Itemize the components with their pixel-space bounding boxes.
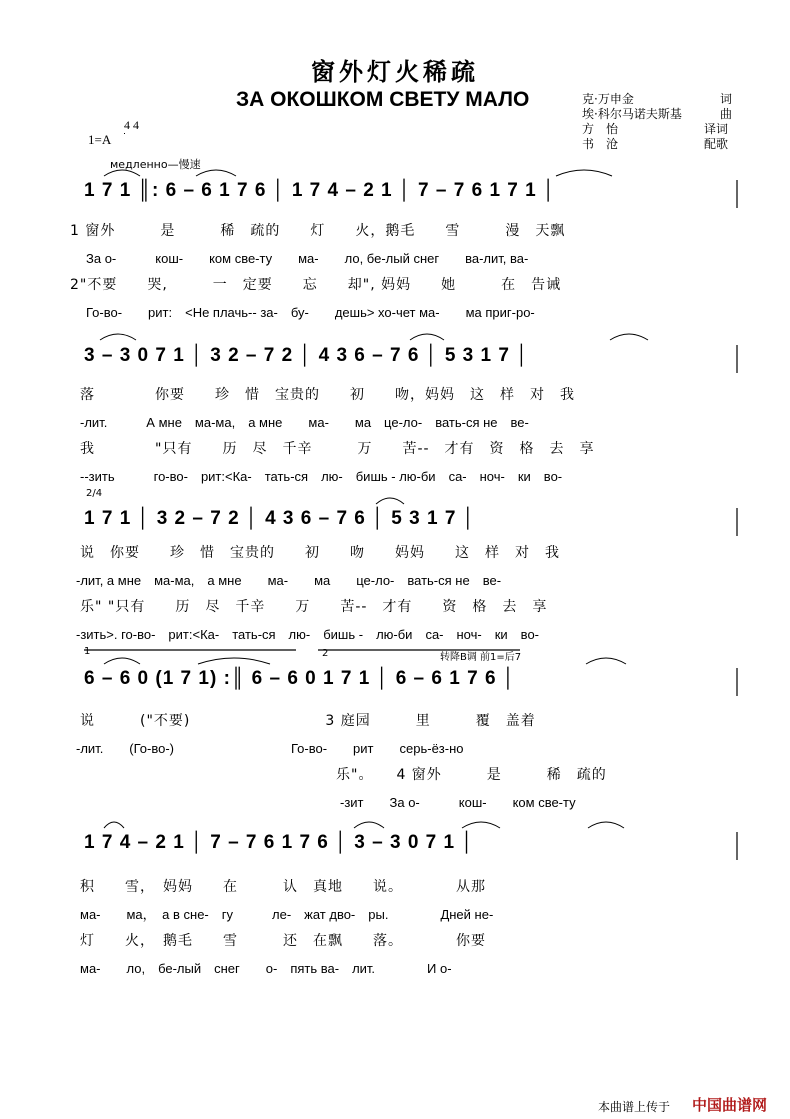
site-logo[interactable]: 中国曲谱网 xyxy=(692,1096,768,1114)
lyric-s3-l3: 乐" "只有 历 尽 千辛 万 苦-- 才有 资 格 去 享 xyxy=(80,599,548,615)
title-chinese: 窗外灯火稀疏 xyxy=(311,57,479,86)
time-signature xyxy=(124,118,139,132)
slur xyxy=(588,822,624,828)
lyric-s4-l3: 乐"。 4 窗外 是 稀 疏的 xyxy=(336,767,607,783)
lyric-s5-l3: 灯 火， 鹅毛 雪 还 在飘 落。 你要 xyxy=(80,933,486,949)
lyric-s3-l1: 说 你要 珍 惜 宝贵的 初 吻 妈妈 这 样 对 我 xyxy=(80,545,560,561)
lyric-s2-l2: -лит. А мне ма-ма, а мне ма- ма це-ло- вать-ся не ве- xyxy=(80,415,529,430)
lyric-s1-l2: За о- кош- ком све-ту ма- ло, бе-лый снег ва-лит, ва- xyxy=(86,251,529,266)
credit-lyricist-role: 词 xyxy=(720,92,733,106)
slur xyxy=(610,334,648,340)
slur xyxy=(196,170,236,176)
lyric-s4-l1: 说 ("不要) 3 庭园 里 覆 盖着 xyxy=(80,713,536,729)
lyric-s1-l1: 1 窗外 是 稀 疏的 灯 火，鹅毛 雪 漫 天飘 xyxy=(70,223,566,239)
slur xyxy=(376,498,404,504)
slur xyxy=(462,822,500,828)
notes-system-5: 1 7 4 – 2 1 │ 7 – 7 6 1 7 6 │ 3 – 3 0 7 1 │ xyxy=(84,832,475,853)
credit-composer: 埃·科尔马诺夫斯基 xyxy=(582,107,682,121)
volta-1-label: 1 xyxy=(84,646,91,657)
lyric-s4-l2: -лит. (Го-во-) Го-во- рит серь-ёз-но xyxy=(76,741,464,756)
slur xyxy=(100,334,136,340)
footer-text: 本曲谱上传于 xyxy=(598,1100,671,1114)
slur xyxy=(354,822,384,828)
credit-translator: 方 怡 xyxy=(582,122,619,136)
lyric-s1-l4: Го-во- рит: <Не плачь-- за- бу- дешь> хо-чет ма- ма приг-ро- xyxy=(86,305,535,320)
lyric-s4-l4: -зит За о- кош- ком све-ту xyxy=(340,795,576,810)
lyric-s1-l3: 2"不要 哭, 一 定要 忘 却", 妈妈 她 在 告诫 xyxy=(70,277,562,293)
meter-top: 4 xyxy=(124,118,130,132)
title-russian: ЗА ОКОШКОМ СВЕТУ МАЛО xyxy=(236,88,530,111)
notes-system-4: 6 – 6 0 (1 7 1) :║ 6 – 6 0 1 7 1 │ 6 – 6 1 7 6 │ xyxy=(84,668,516,689)
meter-bottom: 4 xyxy=(133,118,139,132)
notes-system-2: 3 – 3 0 7 1 │ 3 2 – 7 2 │ 4 3 6 – 7 6 │ 5 3 1 7 │ xyxy=(84,345,530,366)
volta-2-label: 2 xyxy=(322,648,329,659)
lyric-s3-l4: -зить>. го-во- рит:<Ка- тать-ся лю- бишь - лю-би са- ноч- ки во- xyxy=(76,627,539,642)
credit-arranger-role: 配歌 xyxy=(704,137,729,151)
tempo-marking: медленно—慢速 xyxy=(110,158,201,171)
meter-change: 2/4 xyxy=(86,488,103,499)
slur xyxy=(556,170,612,176)
slur xyxy=(104,658,140,664)
lyric-s3-l2: -лит, а мне ма-ма, а мне ма- ма це-ло- вать-ся не ве- xyxy=(76,573,502,588)
notes-system-1: 1 7 1 ║: 6 – 6 1 7 6 │ 1 7 4 – 2 1 │ 7 – 7 6 1 7 1 │ xyxy=(84,180,556,201)
key-signature: 1=A xyxy=(88,132,112,147)
lyric-s2-l3: 我 "只有 历 尽 千辛 万 苦-- 才有 资 格 去 享 xyxy=(80,441,595,457)
modulation-note: 转降B调 前1=后7 xyxy=(440,652,522,663)
credit-arranger: 书 沧 xyxy=(582,137,619,151)
slur xyxy=(410,334,444,340)
credit-lyricist: 克·万申金 xyxy=(582,92,634,106)
credit-translator-role: 译词 xyxy=(704,122,729,136)
slur xyxy=(198,658,270,664)
slur xyxy=(586,658,626,664)
lyric-s5-l2: ма- ма， а в сне- гу ле- жат дво- ры. Дней не- xyxy=(80,907,494,922)
credit-composer-role: 曲 xyxy=(720,107,733,121)
lyric-s2-l1: 落 你要 珍 惜 宝贵的 初 吻，妈妈 这 样 对 我 xyxy=(80,387,575,403)
lyric-s2-l4: --зить го-во- рит:<Ка- тать-ся лю- бишь - лю-би са- ноч- ки во- xyxy=(80,469,563,484)
notes-system-3: 1 7 1 │ 3 2 – 7 2 │ 4 3 6 – 7 6 │ 5 3 1 7 │ xyxy=(84,508,476,529)
slur xyxy=(104,822,124,828)
lyric-s5-l1: 积 雪， 妈妈 在 认 真地 说。 从那 xyxy=(80,879,486,895)
lyric-s5-l4: ма- ло, бе-лый снег о- пять ва- лит. И о- xyxy=(80,961,452,976)
